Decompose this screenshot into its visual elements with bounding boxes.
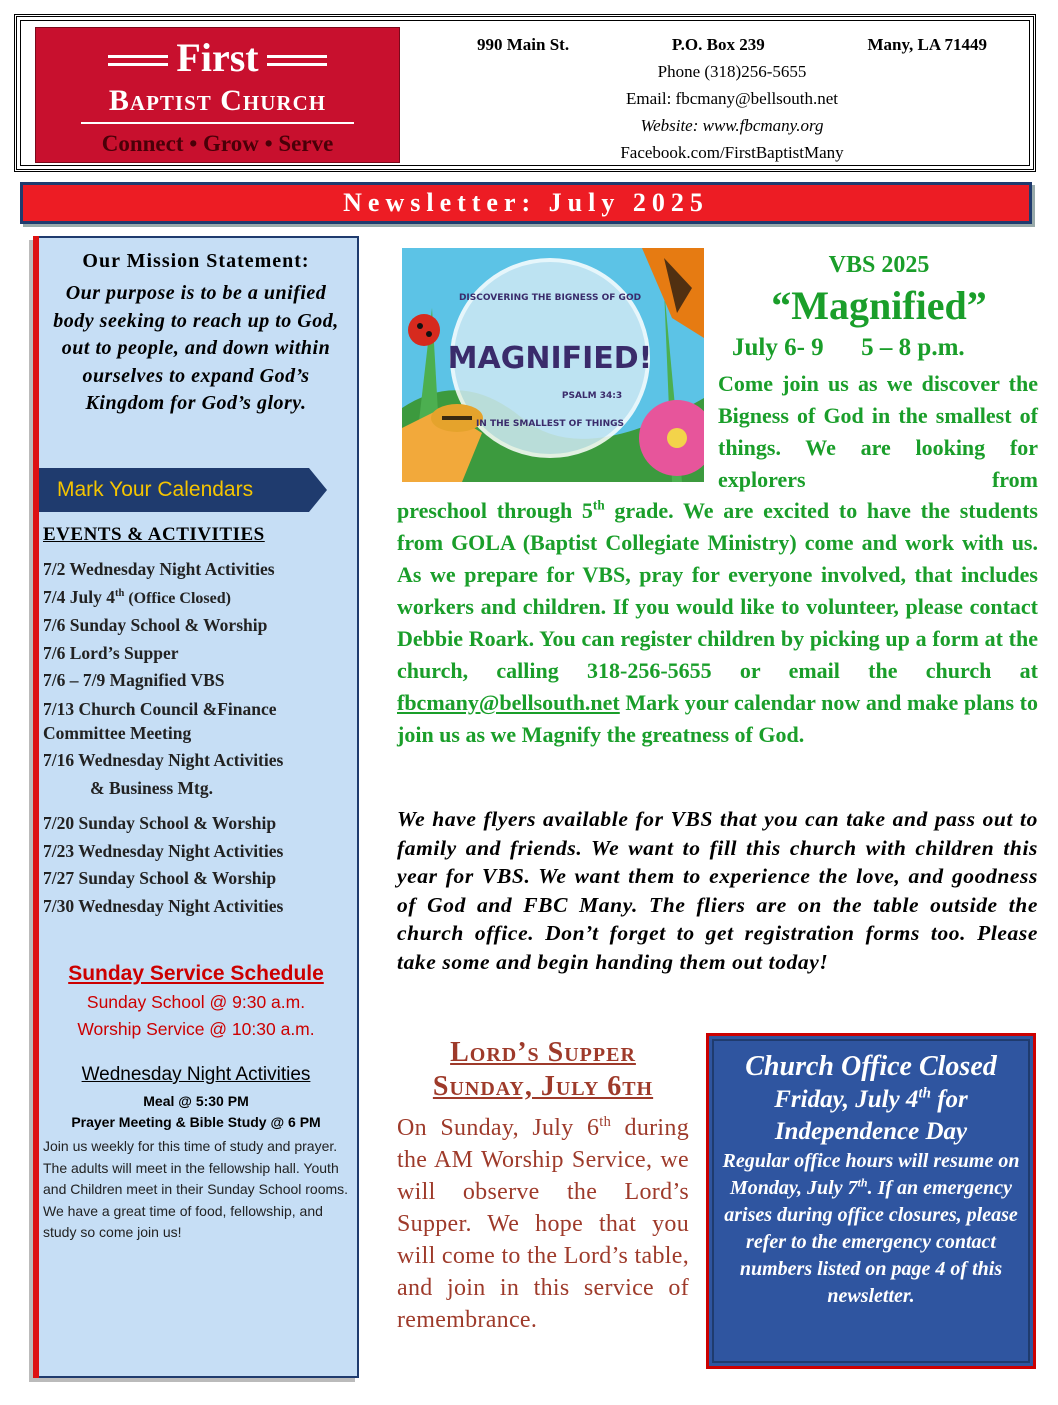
event-item: 7/27 Sunday School & Worship — [43, 868, 277, 888]
office-date-sup: th — [918, 1085, 931, 1102]
mission-text: Our purpose is to be a unified body seeking to reach up to God, out to people, and down within ourselves to expand God’s Kingdom for God’s glory. — [53, 282, 339, 414]
vbs-body-start: preschool through 5 — [397, 498, 593, 523]
event-item: 7/2 Wednesday Night Activities — [43, 559, 275, 579]
event-item: 7/20 Sunday School & Worship — [43, 813, 277, 833]
office-date-a: Friday, July 4 — [774, 1086, 919, 1113]
office-body-b: . If an emergency arises during office closures, please refer to the emergency contact numbers listed on page 4 of this newsletter. — [724, 1177, 1018, 1307]
vbs-theme: “Magnified” — [771, 283, 987, 328]
phone-number: Phone (318)256-5655 — [657, 62, 807, 81]
vbs-image-top: DISCOVERING THE BIGNESS OF GOD — [458, 293, 642, 303]
vbs-image-title: MAGNIFIED! — [447, 341, 653, 376]
facebook-link[interactable]: Facebook.com/FirstBaptistMany — [620, 143, 844, 162]
vbs-title: VBS 2025 — [828, 252, 930, 278]
office-body-sup: th — [857, 1175, 868, 1190]
newsletter-title-banner: Newsletter: July 2025 — [20, 182, 1032, 224]
event-item — [43, 586, 353, 610]
contact-block — [437, 31, 1027, 166]
vbs-artwork — [402, 248, 704, 482]
office-closed-box — [706, 1033, 1036, 1369]
office-body-a: Regular office hours will resume on Monday, July 7 — [722, 1150, 1020, 1199]
city-state-zip: Many, LA 71449 — [867, 35, 987, 54]
events-list — [43, 558, 353, 922]
church-email-link[interactable]: fbcmany@bellsouth.net — [397, 690, 620, 715]
office-date-b: for — [930, 1086, 968, 1113]
service-schedule-heading: Sunday Service Schedule — [68, 962, 324, 985]
logo-tagline: Connect • Grow • Serve — [101, 131, 334, 156]
vbs-image-verse: PSALM 34:3 — [561, 391, 623, 401]
vbs-body-sup: th — [592, 497, 605, 513]
event-item — [43, 749, 353, 800]
event-item: 7/6 – 7/9 Magnified VBS — [43, 670, 225, 690]
wednesday-meal: Meal @ 5:30 PM — [143, 1093, 249, 1109]
sidebar — [33, 236, 359, 1378]
vbs-body-mid: grade. We are excited to have the students from GOLA (Baptist Collegiate Ministry) come and work with us. As we prepare for VBS, pray for everyone involved, that includes workers and children. If you would like to volunteer, please contact Debbie Roark. You can register children by picking up a form at the church, calling 318-256-5655 or email the church at — [397, 498, 1038, 683]
event-july4-sup: th — [114, 587, 125, 599]
wednesday-heading: Wednesday Night Activities — [81, 1064, 311, 1085]
mission-heading: Our Mission Statement: — [82, 250, 310, 272]
logo-church-text: Baptist Church — [108, 84, 327, 117]
po-box: P.O. Box 239 — [671, 35, 765, 54]
calendar-banner: Mark Your Calendars — [39, 468, 309, 512]
event-item: 7/6 Sunday School & Worship — [43, 615, 268, 635]
sidebar-accent-bar — [33, 236, 39, 1378]
event-text: 7/16 Wednesday Night Activities — [43, 750, 284, 770]
street-address: 990 Main St. — [477, 35, 570, 54]
events-heading: EVENTS & ACTIVITIES — [43, 524, 265, 545]
office-closed-details — [709, 1148, 1033, 1310]
event-july4-b: (Office Closed) — [124, 589, 231, 607]
office-closed-title: Church Office Closed — [745, 1051, 997, 1082]
worship-time: Worship Service @ 10:30 a.m. — [77, 1019, 315, 1039]
vbs-magnified-image — [402, 248, 704, 482]
church-logo — [35, 27, 400, 163]
flyers-paragraph: We have flyers available for VBS that you can take and pass out to family and friends. We want to fill this church with children this year for VBS. We want them to experience the love, and goodness of God and FBC Many. The fliers are on the table outside the church office. Don’t forget to get registration forms too. Please take some and begin handing them out today! — [397, 807, 1038, 974]
ls-body-a: On Sunday, July 6 — [397, 1115, 600, 1141]
logo-first-text: First — [176, 35, 259, 80]
email-address[interactable]: Email: fbcmany@bellsouth.net — [625, 89, 839, 108]
vbs-intro: Come join us as we discover the Bigness of God in the smallest of things. We are looking for explorers from — [718, 371, 1038, 492]
event-continuation: & Business Mtg. — [90, 778, 213, 798]
lords-supper-heading-line1: Lord’s Supper — [450, 1037, 636, 1068]
lords-supper-heading-line2: Sunday, July 6th — [432, 1071, 654, 1102]
ls-body-b: during the AM Worship Service, we will observe the Lord’s Supper. We hope that you will come to the Lord’s table, and join in this service of remembrance. — [397, 1115, 689, 1333]
vbs-image-bottom: IN THE SMALLEST OF THINGS — [475, 419, 625, 429]
newsletter-header — [14, 14, 1036, 172]
event-item: 7/6 Lord’s Supper — [43, 642, 179, 663]
ls-body-sup: th — [599, 1114, 612, 1130]
vbs-dates: July 6- 9 5 – 8 p.m. — [732, 334, 965, 361]
wednesday-prayer: Prayer Meeting & Bible Study @ 6 PM — [71, 1114, 321, 1130]
lords-supper-body — [397, 1112, 689, 1336]
event-item: 7/23 Wednesday Night Activities — [43, 840, 284, 861]
vbs-details — [397, 495, 1038, 751]
event-july4-a: 7/4 July 4 — [43, 586, 115, 607]
office-closed-reason: Independence Day — [774, 1118, 968, 1145]
lords-supper-heading — [397, 1036, 689, 1104]
event-item: 7/13 Church Council &Finance Committee Meeting — [43, 698, 277, 743]
address-line — [437, 31, 1027, 58]
website-link[interactable]: Website: www.fbcmany.org — [640, 116, 824, 135]
vbs-body-end: Mark your calendar now and make plans to join us as we Magnify the greatness of God. — [397, 690, 1038, 747]
sunday-school-time: Sunday School @ 9:30 a.m. — [86, 992, 306, 1012]
wednesday-description: Join us weekly for this time of study and prayer. The adults will meet in the fellowship hall. Youth and Children meet in their Sunday School rooms. We have a great time of food, fellowship, and study so come join us! — [43, 1138, 349, 1240]
office-closed-date — [709, 1084, 1033, 1116]
event-item: 7/30 Wednesday Night Activities — [43, 895, 284, 916]
